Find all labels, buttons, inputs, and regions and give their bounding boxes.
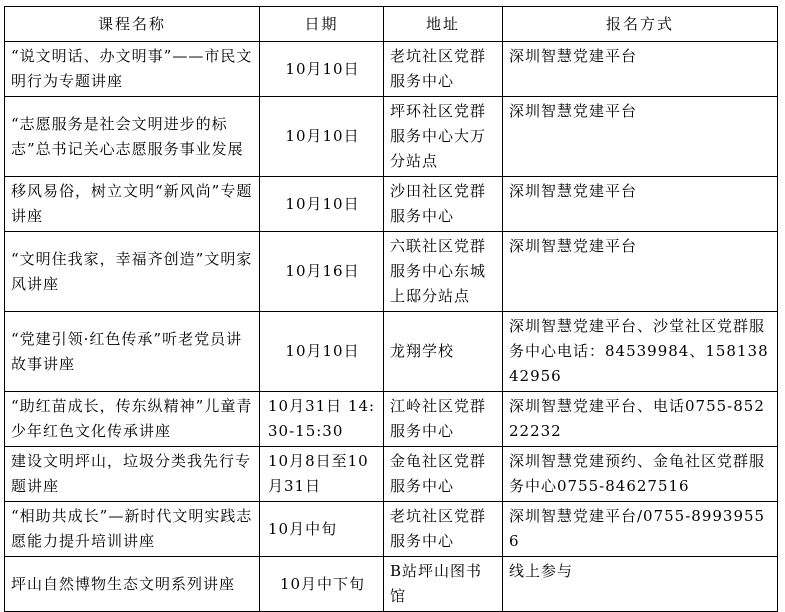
table-row (5, 557, 778, 612)
table-row (5, 447, 778, 502)
course-name-cell: 建设文明坪山，垃圾分类我先行专题讲座 (5, 447, 260, 502)
address-cell: 老坑社区党群服务中心 (384, 502, 503, 557)
header-date: 日期 (260, 7, 384, 42)
address-cell: B站坪山图书馆 (384, 557, 503, 612)
date-cell: 10月8日至10月31日 (260, 447, 384, 502)
table-row (5, 392, 778, 447)
registration-cell: 深圳智慧党建平台 (503, 177, 778, 232)
address-cell: 金龟社区党群服务中心 (384, 447, 503, 502)
registration-cell: 深圳智慧党建平台 (503, 97, 778, 177)
address-cell: 沙田社区党群服务中心 (384, 177, 503, 232)
course-name-cell: 坪山自然博物生态文明系列讲座 (5, 557, 260, 612)
course-name-cell: “助红苗成长，传东纵精神”儿童青少年红色文化传承讲座 (5, 392, 260, 447)
address-cell: 坪环社区党群服务中心大万分站点 (384, 97, 503, 177)
table-row (5, 232, 778, 312)
registration-cell: 深圳智慧党建平台/0755-89939556 (503, 502, 778, 557)
date-cell: 10月10日 (260, 312, 384, 392)
course-name-cell: “志愿服务是社会文明进步的标志”总书记关心志愿服务事业发展 (5, 97, 260, 177)
table-row (5, 97, 778, 177)
header-course-name: 课程名称 (5, 7, 260, 42)
table-header-row (5, 7, 778, 42)
course-name-cell: “党建引领·红色传承”听老党员讲故事讲座 (5, 312, 260, 392)
course-table-container (4, 6, 778, 612)
date-cell: 10月16日 (260, 232, 384, 312)
date-cell: 10月10日 (260, 97, 384, 177)
registration-cell: 深圳智慧党建平台、电话0755-85222232 (503, 392, 778, 447)
course-name-cell: “说文明话、办文明事”——市民文明行为专题讲座 (5, 42, 260, 97)
course-name-cell: “相助共成长”—新时代文明实践志愿能力提升培训讲座 (5, 502, 260, 557)
registration-cell: 线上参与 (503, 557, 778, 612)
date-cell: 10月中旬 (260, 502, 384, 557)
header-address: 地址 (384, 7, 503, 42)
address-cell: 老坑社区党群服务中心 (384, 42, 503, 97)
table-row (5, 42, 778, 97)
registration-cell: 深圳智慧党建平台、沙堂社区党群服务中心电话：84539984、15813842956 (503, 312, 778, 392)
date-cell: 10月10日 (260, 42, 384, 97)
registration-cell: 深圳智慧党建平台 (503, 42, 778, 97)
table-row (5, 502, 778, 557)
address-cell: 龙翔学校 (384, 312, 503, 392)
address-cell: 六联社区党群服务中心东城上邸分站点 (384, 232, 503, 312)
course-name-cell: “文明住我家，幸福齐创造”文明家风讲座 (5, 232, 260, 312)
course-name-cell: 移风易俗，树立文明“新风尚”专题讲座 (5, 177, 260, 232)
address-cell: 江岭社区党群服务中心 (384, 392, 503, 447)
table-row (5, 312, 778, 392)
registration-cell: 深圳智慧党建平台 (503, 232, 778, 312)
registration-cell: 深圳智慧党建预约、金龟社区党群服务中心0755-84627516 (503, 447, 778, 502)
header-registration: 报名方式 (503, 7, 778, 42)
date-cell: 10月10日 (260, 177, 384, 232)
course-table (4, 6, 778, 612)
date-cell: 10月31日 14:30-15:30 (260, 392, 384, 447)
date-cell: 10月中下旬 (260, 557, 384, 612)
table-row (5, 177, 778, 232)
